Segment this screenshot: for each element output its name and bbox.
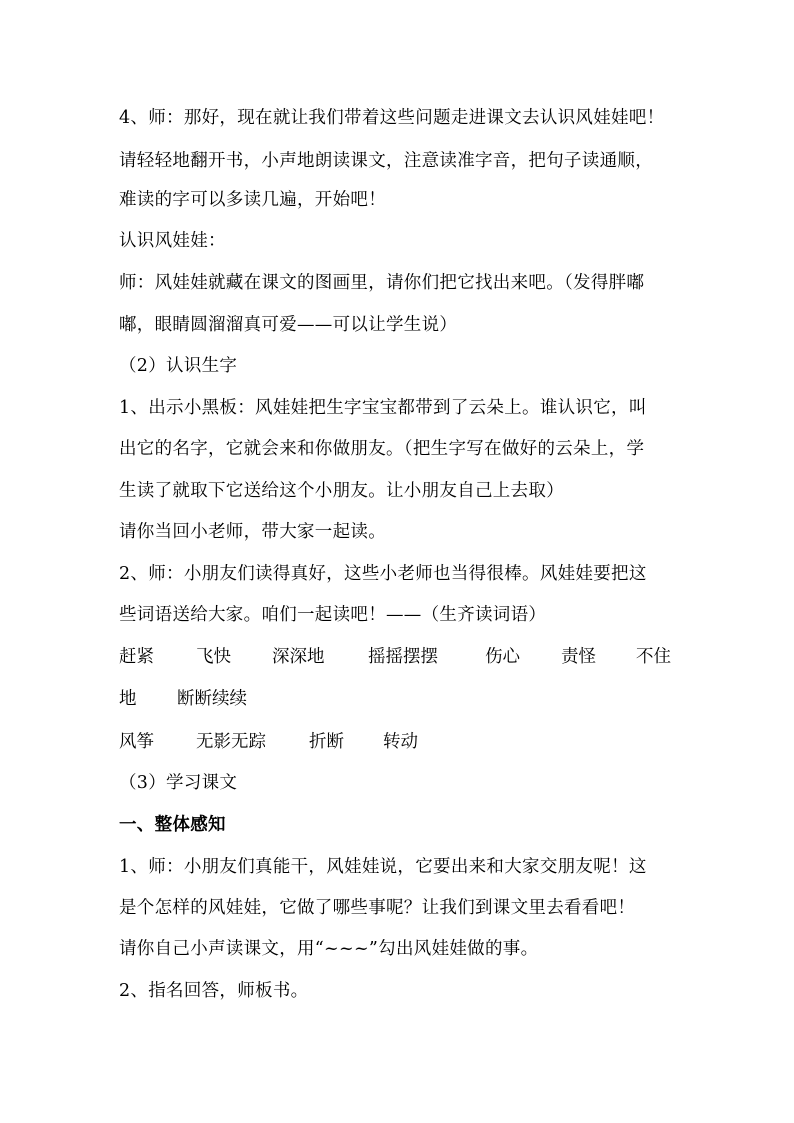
word-item: 转动 <box>383 732 418 752</box>
section-heading: （2）认识生字 <box>119 356 238 376</box>
word-item: 赶紧 <box>119 647 154 667</box>
word-item: 深深地 <box>272 647 325 667</box>
paragraph-line: 1、出示小黑板：风娃娃把生字宝宝都带到了云朵上。谁认识它，叫 <box>119 398 647 418</box>
paragraph-line: 嘟，眼睛圆溜溜真可爱——可以让学生说） <box>119 315 458 335</box>
paragraph-line: 4、师：那好，现在就让我们带着这些问题走进课文去认识风娃娃吧！ <box>119 108 665 128</box>
paragraph-line: 2、师：小朋友们读得真好，这些小老师也当得很棒。风娃娃要把这 <box>119 564 647 584</box>
word-item: 风筝 <box>119 732 154 752</box>
paragraph-line: 1、师：小朋友们真能干，风娃娃说，它要出来和大家交朋友呢！这 <box>119 857 647 877</box>
paragraph-line: 难读的字可以多读几遍，开始吧！ <box>119 190 386 210</box>
paragraph-line: 师：风娃娃就藏在课文的图画里，请你们把它找出来吧。（发得胖嘟 <box>119 273 645 293</box>
section-heading: （3）学习课文 <box>119 773 238 793</box>
word-item: 不住 <box>636 647 671 667</box>
paragraph-line: 请你自己小声读课文，用“~~~”勾出风娃娃做的事。 <box>119 939 539 959</box>
paragraph-line: 出它的名字，它就会来和你做朋友。（把生字写在做好的云朵上，学 <box>119 439 645 459</box>
paragraph-line: 认识风娃娃： <box>119 231 226 251</box>
paragraph-line: 请你当回小老师，带大家一起读。 <box>119 522 386 542</box>
subsection-heading: 一、整体感知 <box>119 815 226 835</box>
paragraph-line: 些词语送给大家。咱们一起读吧！——（生齐读词语） <box>119 605 547 625</box>
paragraph-line: 2、指名回答，师板书。 <box>119 981 309 1001</box>
word-item: 无影无踪 <box>196 732 266 752</box>
word-item: 折断 <box>309 732 344 752</box>
word-item: 伤心 <box>485 647 520 667</box>
word-item: 飞快 <box>196 647 231 667</box>
paragraph-line: 请轻轻地翻开书，小声地朗读课文，注意读准字音，把句子读通顺， <box>119 151 653 171</box>
word-item: 摇摇摆摆 <box>368 647 438 667</box>
word-item: 地 <box>119 689 137 709</box>
paragraph-line: 是个怎样的风娃娃，它做了哪些事呢？让我们到课文里去看看吧！ <box>119 898 636 918</box>
word-item: 责怪 <box>561 647 596 667</box>
word-item: 断断续续 <box>177 689 247 709</box>
paragraph-line: 生读了就取下它送给这个小朋友。让小朋友自己上去取） <box>119 481 564 501</box>
